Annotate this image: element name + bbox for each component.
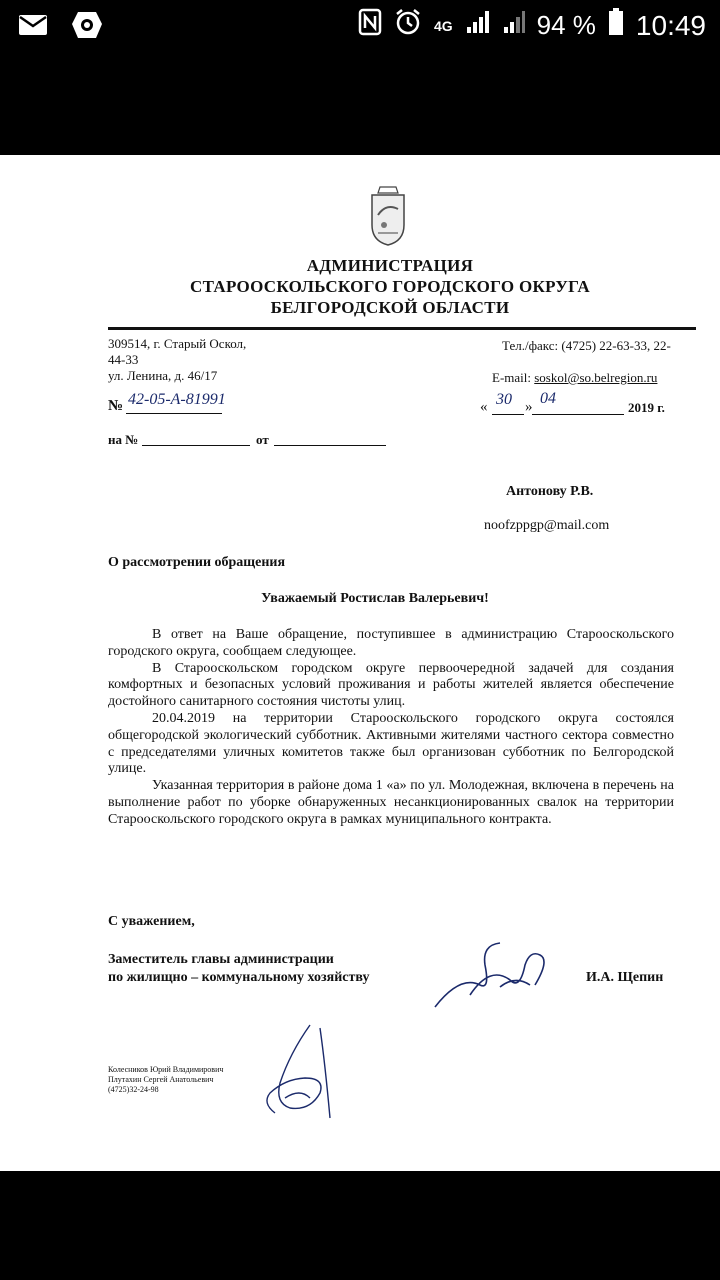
address-line-2: 44-33 bbox=[108, 352, 139, 367]
executor-1: Колесников Юрий Владимирович bbox=[108, 1065, 224, 1074]
letterhead-line-1: АДМИНИСТРАЦИЯ bbox=[306, 256, 474, 275]
executor-2: Плутахин Сергей Анатольевич bbox=[108, 1075, 214, 1084]
executors bbox=[108, 1065, 223, 1095]
address-line-3: ул. Ленина, д. 46/17 bbox=[108, 368, 218, 383]
app-notification-icon bbox=[70, 10, 104, 45]
letter-body bbox=[108, 627, 674, 829]
recipient-email: noofzppgp@mail.com bbox=[484, 518, 610, 533]
date-month-line bbox=[532, 414, 624, 415]
email-address: soskol@so.belregion.ru bbox=[534, 370, 658, 385]
letter-subject: О рассмотрении обращения bbox=[108, 555, 286, 570]
paragraph: В Старооскольском городском округе первоочередной задачей для создания комфортных и безопасных условий проживания и работы жителей является обеспечение достойного санитарного состояния чистоты улиц. bbox=[108, 660, 674, 710]
signer-position-line-2: по жилищно – коммунальному хозяйству bbox=[108, 970, 370, 985]
ref-from-label: от bbox=[256, 432, 269, 447]
reg-number-label: № bbox=[108, 398, 124, 414]
paragraph: 20.04.2019 на территории Старооскольского городского округа состоялся общегородской экологический субботник. Активными жителями частного сектора совместно с председателями уличных комитетов также был организован субботник по Белгородской улице. bbox=[108, 710, 674, 777]
letterhead-line-3: БЕЛГОРОДСКОЙ ОБЛАСТИ bbox=[270, 298, 510, 317]
signer-position-line-1: Заместитель главы администрации bbox=[108, 952, 334, 967]
ref-label: на № bbox=[108, 432, 139, 447]
signature-icon bbox=[430, 935, 560, 1015]
date-month: 04 bbox=[540, 390, 556, 407]
date-day-line bbox=[492, 414, 524, 415]
executor-phone: (4725)32-24-98 bbox=[108, 1085, 159, 1094]
handwritten-mark-icon bbox=[250, 1023, 340, 1123]
coat-of-arms-icon bbox=[368, 185, 408, 247]
nfc-icon bbox=[358, 8, 382, 43]
letterhead-line-2: СТАРООСКОЛЬСКОГО ГОРОДСКОГО ОКРУГА bbox=[190, 277, 590, 296]
date-day: 30 bbox=[496, 391, 512, 408]
paragraph: В ответ на Ваше обращение, поступившее в администрацию Старооскольского городского округа, сообщаем следующее. bbox=[108, 627, 674, 659]
ref-date-line bbox=[274, 445, 386, 446]
email-contact bbox=[492, 370, 657, 386]
battery-icon bbox=[608, 8, 624, 43]
signal-icon bbox=[465, 9, 491, 42]
header-rule bbox=[108, 327, 696, 330]
alarm-icon bbox=[394, 8, 422, 43]
ref-number-line bbox=[142, 445, 250, 446]
date-quote-open: « bbox=[480, 399, 488, 415]
phone-fax: Тел./факс: (4725) 22-63-33, 22- bbox=[502, 338, 671, 353]
recipient-name: Антонову Р.В. bbox=[506, 484, 594, 499]
greeting: Уважаемый Ростислав Валерьевич! bbox=[261, 591, 489, 606]
closing: С уважением, bbox=[108, 914, 195, 929]
date-year: 2019 г. bbox=[628, 400, 665, 415]
signer-name: И.А. Щепин bbox=[586, 970, 664, 985]
status-bar bbox=[0, 0, 720, 52]
paragraph: Указанная территория в районе дома 1 «а» по ул. Молодежная, включена в перечень на выполнение работ по уборке обнаруженных несанкционированных свалок на территории Старооскольского городского округа в рамках муниципального контракта. bbox=[108, 778, 674, 827]
clock: 10:49 bbox=[635, 9, 706, 41]
letter-document bbox=[0, 155, 720, 1171]
reg-number-value: 42-05-А-81991 bbox=[128, 391, 226, 408]
email-label: E-mail: bbox=[492, 370, 531, 385]
mail-icon bbox=[18, 13, 48, 42]
reg-number-line bbox=[126, 413, 222, 414]
network-type-label: 4G bbox=[433, 17, 453, 34]
date-quote-close: » bbox=[525, 399, 533, 415]
address-line-1: 309514, г. Старый Оскол, bbox=[108, 336, 247, 351]
battery-percent: 94 % bbox=[536, 10, 596, 40]
signal-icon-2 bbox=[503, 9, 525, 42]
